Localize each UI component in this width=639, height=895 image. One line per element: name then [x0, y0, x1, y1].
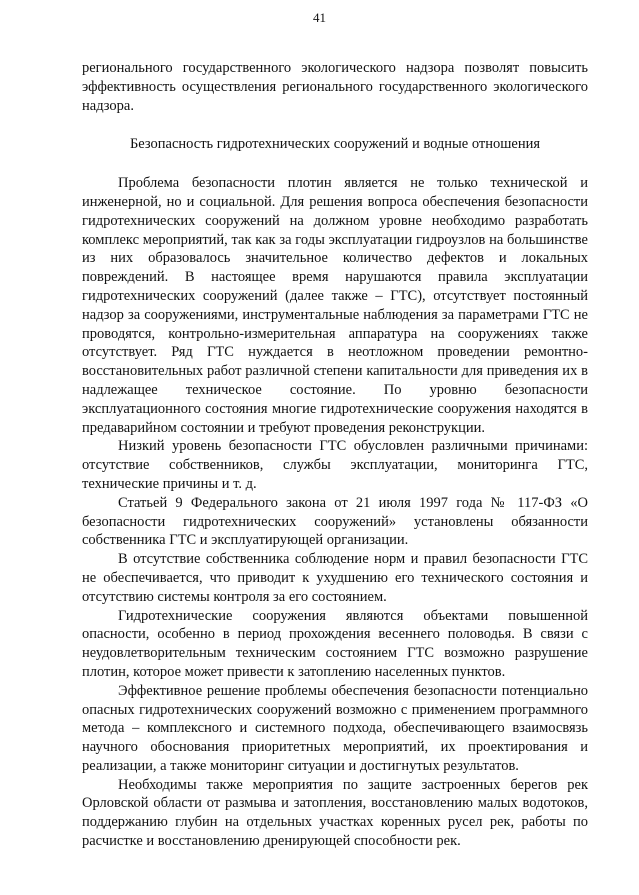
section-heading: Безопасность гидротехнических сооружений и водные отношения — [129, 136, 541, 153]
paragraph-no-owner: В отсутствие собственника соблюдение норм и правил безопасности ГТС не обеспечивается, что приводит к ухудшению его технического состояния и отсутствию системы контроля за его состоянием. — [82, 551, 588, 605]
paragraph-low-safety-causes: Низкий уровень безопасности ГТС обусловлен различными причинами: отсутствие собственников, службы эксплуатации, мониторинга ГТС, технические причины и т. д. — [82, 438, 588, 492]
document-body — [82, 59, 588, 851]
paragraph-flood-danger: Гидротехнические сооружения являются объектами повышенной опасности, особенно в период прохождения весеннего половодья. В связи с неудовлетворительным техническим состоянием ГТС возможно разрушение плотин, которое может привести к затоплению населенных пунктов. — [82, 607, 588, 680]
paragraph-bank-protection: Необходимы также мероприятия по защите застроенных берегов рек Орловской области от размыва и затопления, восстановлению малых водотоков, поддержанию глубин на отдельных участках коренных русел рек, работы по расчистке и восстановлению дренирующей способности рек. — [82, 776, 588, 850]
paragraph-program-method: Эффективное решение проблемы обеспечения безопасности потенциально опасных гидротехнических сооружений возможно с применением программного метода – комплексного и системного подхода, обеспечивающего взаимосвязь научного обоснования приоритетных мероприятий, их проектирования и реализации, а также мониторинг ситуации и достигнутых результатов. — [82, 682, 588, 774]
paragraph-dam-safety: Проблема безопасности плотин является не только технической и инженерной, но и социальной. Для решения вопроса обеспечения безопасности гидротехнических сооружений на должном уровне необходимо разработать комплекс мероприятий, так как за годы эксплуатации гидроузлов на большинстве из них образовалось значительное количество дефектов и локальных повреждений. В настоящее время нарушаются правила эксплуатации гидротехнических сооружений (далее также – ГТС), отсутствует постоянный надзор за сооружениями, инструментальные наблюдения за параметрами ГТС не проводятся, контрольно-измерительная аппаратура на сооружениях также отсутствует. Ряд ГТС нуждается в неотложном проведении ремонтно-восстановительных работ различной степени капитальности для приведения их в надлежащее техническое состояние. По уровню безопасности эксплуатационного состояния многие гидротехнические сооружения находятся в предаварийном состоянии и требуют проведения реконструкции. — [82, 175, 588, 436]
intro-paragraph: регионального государственного экологического надзора позволят повысить эффективность осуществления регионального государственного экологического надзора. — [82, 60, 588, 114]
page-number: 41 — [313, 10, 326, 25]
paragraph-federal-law: Статьей 9 Федерального закона от 21 июля 1997 года № 117-ФЗ «О безопасности гидротехнических сооружений» установлены обязанности собственника ГТС и эксплуатирующей организации. — [82, 494, 588, 549]
